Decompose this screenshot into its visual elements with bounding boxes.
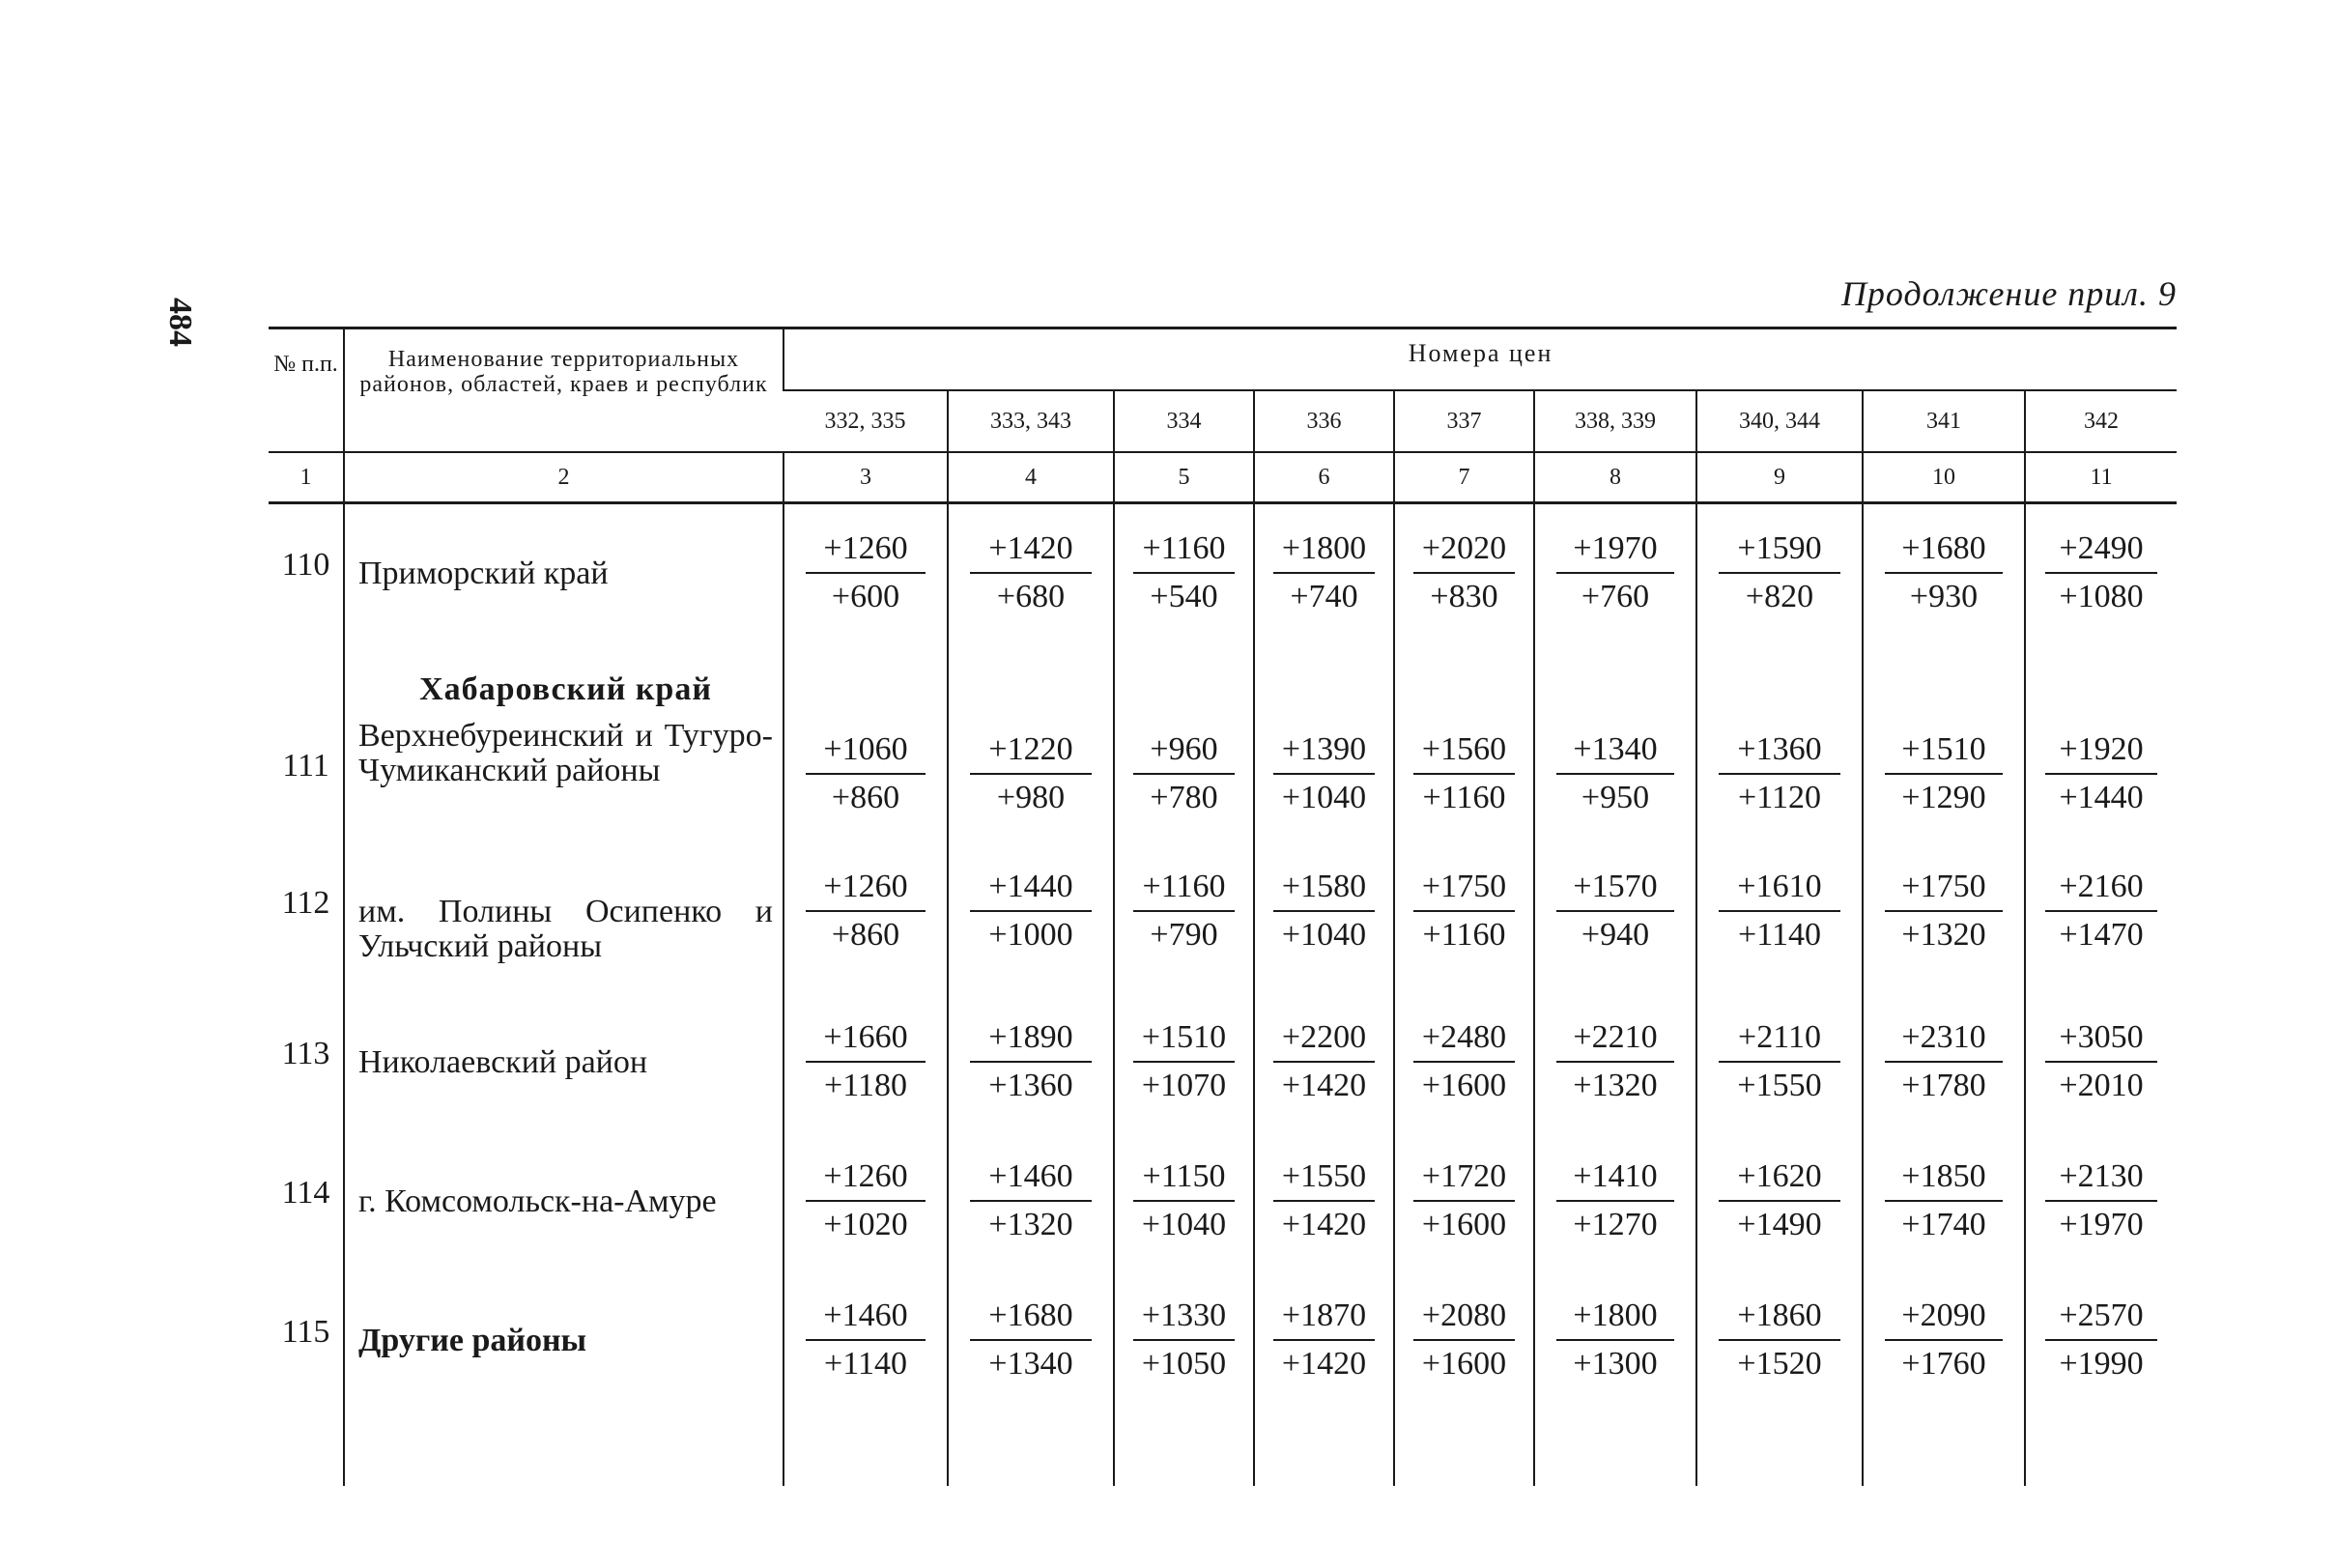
- price-numerator: +2020: [1413, 527, 1516, 574]
- price-cell: [783, 1011, 948, 1150]
- price-denominator: +1520: [1737, 1346, 1822, 1382]
- price-numerator: +2480: [1413, 1016, 1516, 1063]
- price-numerator: +1680: [970, 1295, 1092, 1341]
- price-denominator: +760: [1581, 579, 1650, 614]
- price-denominator: +1420: [1281, 1068, 1367, 1103]
- price-fraction: [1413, 1295, 1516, 1387]
- price-cell: [1696, 661, 1863, 860]
- price-denominator: +1990: [2059, 1346, 2144, 1382]
- price-cell: [1254, 522, 1394, 661]
- row-region-name: [344, 1150, 783, 1289]
- row-region-name: [344, 860, 783, 1011]
- row-region-name: [344, 1289, 783, 1428]
- row-number: 115: [281, 1314, 330, 1350]
- price-fraction: [1556, 728, 1675, 821]
- price-numerator: +1570: [1556, 866, 1675, 912]
- price-denominator: +1760: [1901, 1346, 1986, 1382]
- price-cell: [1696, 1150, 1863, 1289]
- price-cell: [948, 661, 1114, 860]
- price-denominator: +1300: [1573, 1346, 1658, 1382]
- price-fraction: [1719, 1016, 1840, 1109]
- header-index-cell: 3: [783, 452, 948, 503]
- price-numerator: +1580: [1273, 866, 1376, 912]
- price-cell: [2025, 1150, 2177, 1289]
- price-fraction: [1885, 527, 2004, 620]
- price-denominator: +1320: [988, 1207, 1073, 1242]
- price-fraction: [970, 1155, 1092, 1248]
- price-cell: [1696, 1011, 1863, 1150]
- price-cell: [1863, 860, 2025, 1011]
- price-denominator: +1320: [1573, 1068, 1658, 1103]
- price-numerator: +1340: [1556, 728, 1675, 775]
- price-numerator: +1850: [1885, 1155, 2004, 1202]
- price-fraction: [1885, 866, 2004, 958]
- price-numerator: +1720: [1413, 1155, 1516, 1202]
- price-numerator: +1890: [970, 1016, 1092, 1063]
- row-number: 112: [281, 885, 330, 921]
- row-number: 111: [282, 748, 329, 784]
- header-index-cell: 5: [1114, 452, 1254, 503]
- price-numerator: +1800: [1556, 1295, 1675, 1341]
- price-cell: [1114, 661, 1254, 860]
- price-cell: [1863, 1011, 2025, 1150]
- price-numerator: +2080: [1413, 1295, 1516, 1341]
- price-fraction: [970, 527, 1092, 620]
- price-denominator: +1160: [1422, 917, 1506, 953]
- price-fraction: [1413, 527, 1516, 620]
- price-cell: [1863, 661, 2025, 860]
- page-number: 484: [162, 298, 198, 347]
- price-numerator: +1510: [1133, 1016, 1236, 1063]
- price-fraction: [970, 866, 1092, 958]
- price-denominator: +1000: [988, 917, 1073, 953]
- price-fraction: [1413, 728, 1516, 821]
- price-denominator: +1120: [1738, 780, 1821, 815]
- price-fraction: [1556, 1295, 1675, 1387]
- price-fraction: [970, 1295, 1092, 1387]
- header-price-col: 338, 339: [1534, 390, 1696, 452]
- price-fraction: [970, 728, 1092, 821]
- price-cell: [1534, 661, 1696, 860]
- region-name: г. Комсомольск-на-Амуре: [358, 1183, 717, 1219]
- row-region-name: [344, 1011, 783, 1150]
- price-cell: [1394, 661, 1534, 860]
- price-denominator: +1040: [1281, 780, 1367, 815]
- price-cell: [1863, 1289, 2025, 1428]
- price-numerator: +1260: [806, 1155, 926, 1202]
- header-price-col: 342: [2025, 390, 2177, 452]
- price-fraction: [1556, 1155, 1675, 1248]
- price-denominator: +1490: [1737, 1207, 1822, 1242]
- price-denominator: +1600: [1421, 1346, 1507, 1382]
- table-row: [269, 860, 2177, 1011]
- price-fraction: [1719, 1155, 1840, 1248]
- price-cell: [1394, 1289, 1534, 1428]
- price-fraction: [1133, 866, 1236, 958]
- header-price-col: 336: [1254, 390, 1394, 452]
- price-cell: [948, 522, 1114, 661]
- price-denominator: +780: [1150, 780, 1218, 815]
- price-denominator: +1440: [2059, 780, 2144, 815]
- price-fraction: [1885, 728, 2004, 821]
- price-fraction: [1273, 1295, 1376, 1387]
- price-denominator: +1420: [1281, 1207, 1367, 1242]
- table-header: [269, 328, 2177, 503]
- price-fraction: [1413, 1155, 1516, 1248]
- price-fraction: [1885, 1016, 2004, 1109]
- price-denominator: +1600: [1421, 1068, 1507, 1103]
- header-index-cell: 6: [1254, 452, 1394, 503]
- price-fraction: [1273, 527, 1376, 620]
- price-cell: [783, 522, 948, 661]
- price-fraction: [1413, 866, 1516, 958]
- price-fraction: [1133, 1155, 1236, 1248]
- price-numerator: +3050: [2045, 1016, 2156, 1063]
- price-denominator: +1040: [1141, 1207, 1227, 1242]
- price-numerator: +2570: [2045, 1295, 2156, 1341]
- price-numerator: +1800: [1273, 527, 1376, 574]
- price-denominator: +1470: [2059, 917, 2144, 953]
- price-cell: [948, 1289, 1114, 1428]
- region-name: Верхнебуреинский и Тугуро-Чумиканский районы: [358, 718, 773, 788]
- price-numerator: +1750: [1413, 866, 1516, 912]
- price-denominator: +1600: [1421, 1207, 1507, 1242]
- price-cell: [1863, 522, 2025, 661]
- price-denominator: +2010: [2059, 1068, 2144, 1103]
- price-numerator: +1330: [1133, 1295, 1236, 1341]
- price-numerator: +1390: [1273, 728, 1376, 775]
- price-cell: [1696, 860, 1863, 1011]
- price-numerator: +1590: [1719, 527, 1840, 574]
- price-fraction: [1556, 527, 1675, 620]
- price-numerator: +1750: [1885, 866, 2004, 912]
- price-numerator: +2210: [1556, 1016, 1675, 1063]
- header-num-col: № п.п.: [269, 328, 344, 453]
- price-numerator: +1220: [970, 728, 1092, 775]
- price-denominator: +1290: [1901, 780, 1986, 815]
- price-fraction: [2045, 866, 2156, 958]
- price-cell: [1114, 1011, 1254, 1150]
- price-numerator: +1920: [2045, 728, 2156, 775]
- header-price-col: 333, 343: [948, 390, 1114, 452]
- price-cell: [1534, 860, 1696, 1011]
- price-denominator: +1070: [1141, 1068, 1227, 1103]
- price-cell: [1863, 1150, 2025, 1289]
- price-cell: [2025, 661, 2177, 860]
- price-fraction: [1885, 1295, 2004, 1387]
- price-denominator: +790: [1150, 917, 1218, 953]
- price-cell: [1394, 1011, 1534, 1150]
- price-numerator: +1260: [806, 866, 926, 912]
- price-denominator: +980: [996, 780, 1066, 815]
- price-numerator: +1860: [1719, 1295, 1840, 1341]
- price-fraction: [806, 527, 926, 620]
- price-cell: [1114, 1289, 1254, 1428]
- price-cell: [948, 1150, 1114, 1289]
- region-group-heading: Хабаровский край: [419, 671, 712, 707]
- price-denominator: +1160: [1422, 780, 1506, 815]
- price-denominator: +950: [1581, 780, 1650, 815]
- price-denominator: +860: [831, 917, 900, 953]
- price-numerator: +2490: [2045, 527, 2156, 574]
- price-denominator: +540: [1150, 579, 1218, 614]
- price-denominator: +1320: [1901, 917, 1986, 953]
- header-index-cell: 8: [1534, 452, 1696, 503]
- price-cell: [783, 661, 948, 860]
- price-fraction: [806, 866, 926, 958]
- region-name: Другие районы: [358, 1323, 587, 1358]
- header-price-col: 340, 344: [1696, 390, 1863, 452]
- price-denominator: +860: [831, 780, 900, 815]
- header-index-cell: 4: [948, 452, 1114, 503]
- price-cell: [2025, 1289, 2177, 1428]
- price-cell: [1254, 1150, 1394, 1289]
- region-name: Николаевский район: [358, 1044, 648, 1080]
- price-numerator: +1360: [1719, 728, 1840, 775]
- header-name-col: Наименование территориальных районов, областей, краев и республик: [344, 328, 783, 453]
- price-cell: [1534, 1011, 1696, 1150]
- region-name: им. Полины Осипенко и Ульчский районы: [358, 894, 773, 964]
- header-index-cell: 10: [1863, 452, 2025, 503]
- table-row: [269, 1289, 2177, 1428]
- price-numerator: +2090: [1885, 1295, 2004, 1341]
- price-fraction: [2045, 728, 2156, 821]
- header-index-cell: 9: [1696, 452, 1863, 503]
- price-cell: [1114, 1150, 1254, 1289]
- price-numerator: +1660: [806, 1016, 926, 1063]
- price-fraction: [1719, 728, 1840, 821]
- price-fraction: [1413, 1016, 1516, 1109]
- price-fraction: [806, 728, 926, 821]
- price-fraction: [2045, 527, 2156, 620]
- table-row: [269, 1011, 2177, 1150]
- price-denominator: +1050: [1141, 1346, 1227, 1382]
- header-index-row: [269, 452, 2177, 503]
- price-denominator: +1180: [824, 1068, 907, 1103]
- price-denominator: +940: [1581, 917, 1650, 953]
- table-caption: Продолжение прил. 9: [1840, 274, 2177, 313]
- price-denominator: +1970: [2059, 1207, 2144, 1242]
- price-fraction: [1133, 1016, 1236, 1109]
- price-numerator: +1150: [1133, 1155, 1236, 1202]
- header-index-cell: 11: [2025, 452, 2177, 503]
- price-cell: [1394, 860, 1534, 1011]
- table-row: [269, 522, 2177, 661]
- price-numerator: +1420: [970, 527, 1092, 574]
- price-denominator: +1780: [1901, 1068, 1986, 1103]
- price-cell: [1394, 1150, 1534, 1289]
- price-numerator: +2310: [1885, 1016, 2004, 1063]
- price-numerator: +1410: [1556, 1155, 1675, 1202]
- price-numerator: +1610: [1719, 866, 1840, 912]
- price-fraction: [806, 1155, 926, 1248]
- table-body: [269, 503, 2177, 1487]
- header-index-cell: 2: [344, 452, 783, 503]
- price-fraction: [1556, 1016, 1675, 1109]
- price-denominator: +1360: [988, 1068, 1073, 1103]
- price-fraction: [1133, 527, 1236, 620]
- price-denominator: +1340: [988, 1346, 1073, 1382]
- price-denominator: +680: [996, 579, 1066, 614]
- price-numerator: +1560: [1413, 728, 1516, 775]
- price-cell: [1696, 522, 1863, 661]
- price-denominator: +930: [1909, 579, 1979, 614]
- price-cell: [1534, 522, 1696, 661]
- price-fraction: [1556, 866, 1675, 958]
- price-cell: [2025, 522, 2177, 661]
- price-cell: [1254, 1011, 1394, 1150]
- price-fraction: [1885, 1155, 2004, 1248]
- price-numerator: +2110: [1719, 1016, 1840, 1063]
- price-fraction: [2045, 1295, 2156, 1387]
- price-numerator: +1970: [1556, 527, 1675, 574]
- price-cell: [1254, 1289, 1394, 1428]
- price-numerator: +1510: [1885, 728, 2004, 775]
- price-cell: [1254, 860, 1394, 1011]
- region-name: Приморский край: [358, 556, 609, 591]
- price-denominator: +1740: [1901, 1207, 1986, 1242]
- price-cell: [1114, 522, 1254, 661]
- price-fraction: [2045, 1016, 2156, 1109]
- price-fraction: [1273, 728, 1376, 821]
- price-cell: [783, 1150, 948, 1289]
- price-cell: [2025, 860, 2177, 1011]
- price-numerator: +1160: [1133, 866, 1236, 912]
- price-fraction: [1273, 1016, 1376, 1109]
- price-fraction: [970, 1016, 1092, 1109]
- price-numerator: +2130: [2045, 1155, 2156, 1202]
- price-numerator: +1460: [970, 1155, 1092, 1202]
- price-fraction: [1273, 866, 1376, 958]
- row-region-name: [344, 522, 783, 661]
- price-numerator: +1260: [806, 527, 926, 574]
- price-denominator: +1140: [1738, 917, 1821, 953]
- price-cell: [1394, 522, 1534, 661]
- price-fraction: [806, 1016, 926, 1109]
- row-number: 110: [281, 547, 330, 583]
- price-numerator: +2160: [2045, 866, 2156, 912]
- price-numerator: +1870: [1273, 1295, 1376, 1341]
- header-index-cell: 7: [1394, 452, 1534, 503]
- price-denominator: +820: [1745, 579, 1814, 614]
- price-numerator: +1060: [806, 728, 926, 775]
- table-row: [269, 1150, 2177, 1289]
- price-denominator: +1550: [1737, 1068, 1822, 1103]
- table-row: [269, 661, 2177, 860]
- price-cell: [1534, 1289, 1696, 1428]
- price-cell: [783, 1289, 948, 1428]
- price-denominator: +830: [1430, 579, 1498, 614]
- header-price-col: 341: [1863, 390, 2025, 452]
- price-numerator: +1620: [1719, 1155, 1840, 1202]
- price-numerator: +1680: [1885, 527, 2004, 574]
- price-cell: [2025, 1011, 2177, 1150]
- price-fraction: [1719, 866, 1840, 958]
- price-numerator: +1160: [1133, 527, 1236, 574]
- header-index-cell: 1: [269, 452, 344, 503]
- price-numerator: +960: [1133, 728, 1236, 775]
- price-numerator: +1440: [970, 866, 1092, 912]
- price-denominator: +1140: [824, 1346, 907, 1382]
- row-number: 114: [281, 1175, 330, 1211]
- price-denominator: +1080: [2059, 579, 2144, 614]
- price-table: [269, 327, 2177, 1486]
- price-fraction: [1719, 527, 1840, 620]
- price-cell: [783, 860, 948, 1011]
- price-fraction: [806, 1295, 926, 1387]
- price-cell: [1534, 1150, 1696, 1289]
- header-price-col: 334: [1114, 390, 1254, 452]
- header-price-col: 332, 335: [783, 390, 948, 452]
- price-cell: [1696, 1289, 1863, 1428]
- price-denominator: +740: [1290, 579, 1358, 614]
- header-prices-group: Номера цен: [783, 328, 2177, 391]
- price-numerator: +2200: [1273, 1016, 1376, 1063]
- price-numerator: +1550: [1273, 1155, 1376, 1202]
- price-denominator: +1020: [823, 1207, 908, 1242]
- row-number: 113: [281, 1036, 330, 1071]
- price-denominator: +1040: [1281, 917, 1367, 953]
- price-fraction: [1719, 1295, 1840, 1387]
- price-denominator: +1420: [1281, 1346, 1367, 1382]
- price-cell: [1254, 661, 1394, 860]
- header-price-col: 337: [1394, 390, 1534, 452]
- row-region-name: [344, 661, 783, 860]
- price-denominator: +600: [831, 579, 900, 614]
- price-cell: [948, 1011, 1114, 1150]
- price-fraction: [1273, 1155, 1376, 1248]
- price-fraction: [2045, 1155, 2156, 1248]
- price-cell: [1114, 860, 1254, 1011]
- price-denominator: +1270: [1573, 1207, 1658, 1242]
- price-cell: [948, 860, 1114, 1011]
- price-numerator: +1460: [806, 1295, 926, 1341]
- price-fraction: [1133, 728, 1236, 821]
- price-fraction: [1133, 1295, 1236, 1387]
